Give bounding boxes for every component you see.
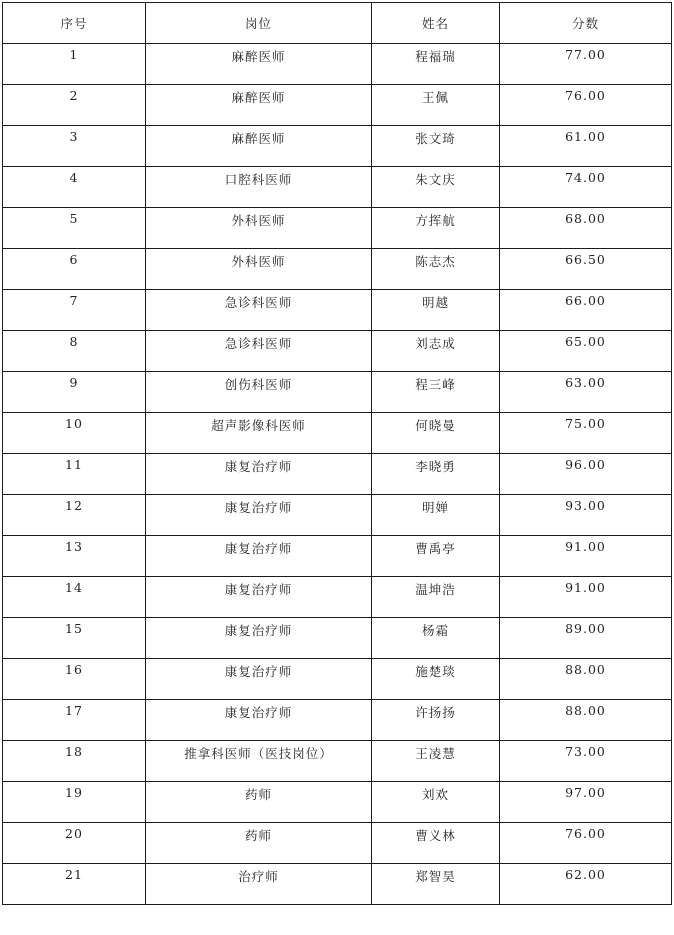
cell-post: 康复治疗师 xyxy=(146,536,372,577)
table-row xyxy=(3,741,672,782)
cell-no: 15 xyxy=(3,618,146,659)
cell-name: 施楚琰 xyxy=(372,659,500,700)
cell-score: 93.00 xyxy=(500,495,672,536)
cell-post: 麻醉医师 xyxy=(146,44,372,85)
cell-post: 超声影像科医师 xyxy=(146,413,372,454)
header-row xyxy=(3,3,672,44)
cell-post: 外科医师 xyxy=(146,249,372,290)
cell-name: 许扬扬 xyxy=(372,700,500,741)
cell-score: 91.00 xyxy=(500,577,672,618)
cell-score: 76.00 xyxy=(500,823,672,864)
table-row xyxy=(3,536,672,577)
cell-name: 曹义林 xyxy=(372,823,500,864)
cell-no: 12 xyxy=(3,495,146,536)
cell-no: 8 xyxy=(3,331,146,372)
table-row xyxy=(3,331,672,372)
cell-score: 73.00 xyxy=(500,741,672,782)
cell-no: 7 xyxy=(3,290,146,331)
table-row xyxy=(3,782,672,823)
table-row xyxy=(3,823,672,864)
cell-score: 74.00 xyxy=(500,167,672,208)
score-table xyxy=(2,2,672,905)
table-row xyxy=(3,495,672,536)
cell-no: 11 xyxy=(3,454,146,495)
cell-post: 创伤科医师 xyxy=(146,372,372,413)
cell-no: 3 xyxy=(3,126,146,167)
cell-post: 治疗师 xyxy=(146,864,372,905)
cell-post: 麻醉医师 xyxy=(146,85,372,126)
cell-name: 郑智昊 xyxy=(372,864,500,905)
table-row xyxy=(3,85,672,126)
cell-score: 66.00 xyxy=(500,290,672,331)
cell-name: 王凌慧 xyxy=(372,741,500,782)
cell-name: 杨霜 xyxy=(372,618,500,659)
cell-score: 76.00 xyxy=(500,85,672,126)
cell-no: 9 xyxy=(3,372,146,413)
cell-score: 62.00 xyxy=(500,864,672,905)
cell-no: 14 xyxy=(3,577,146,618)
cell-score: 88.00 xyxy=(500,700,672,741)
cell-name: 明婵 xyxy=(372,495,500,536)
cell-score: 66.50 xyxy=(500,249,672,290)
cell-name: 温坤浩 xyxy=(372,577,500,618)
cell-post: 康复治疗师 xyxy=(146,659,372,700)
table-row xyxy=(3,413,672,454)
cell-no: 17 xyxy=(3,700,146,741)
table-row xyxy=(3,208,672,249)
table-row xyxy=(3,126,672,167)
cell-no: 13 xyxy=(3,536,146,577)
cell-score: 65.00 xyxy=(500,331,672,372)
table-row xyxy=(3,577,672,618)
table-row xyxy=(3,290,672,331)
cell-post: 药师 xyxy=(146,823,372,864)
table-row xyxy=(3,700,672,741)
cell-score: 91.00 xyxy=(500,536,672,577)
cell-post: 康复治疗师 xyxy=(146,495,372,536)
cell-post: 康复治疗师 xyxy=(146,577,372,618)
cell-post: 康复治疗师 xyxy=(146,700,372,741)
cell-name: 程福瑞 xyxy=(372,44,500,85)
cell-name: 张文琦 xyxy=(372,126,500,167)
cell-no: 21 xyxy=(3,864,146,905)
cell-score: 63.00 xyxy=(500,372,672,413)
cell-post: 急诊科医师 xyxy=(146,331,372,372)
cell-no: 16 xyxy=(3,659,146,700)
cell-post: 康复治疗师 xyxy=(146,618,372,659)
table-row xyxy=(3,618,672,659)
header-score: 分数 xyxy=(500,3,672,44)
cell-score: 77.00 xyxy=(500,44,672,85)
cell-no: 4 xyxy=(3,167,146,208)
cell-name: 刘欢 xyxy=(372,782,500,823)
cell-post: 药师 xyxy=(146,782,372,823)
cell-name: 程三峰 xyxy=(372,372,500,413)
score-table-container xyxy=(2,2,672,905)
header-post: 岗位 xyxy=(146,3,372,44)
cell-score: 96.00 xyxy=(500,454,672,495)
cell-post: 麻醉医师 xyxy=(146,126,372,167)
cell-name: 刘志成 xyxy=(372,331,500,372)
table-header xyxy=(3,3,672,44)
cell-no: 1 xyxy=(3,44,146,85)
cell-post: 康复治疗师 xyxy=(146,454,372,495)
table-row xyxy=(3,249,672,290)
header-name: 姓名 xyxy=(372,3,500,44)
table-row xyxy=(3,659,672,700)
cell-name: 朱文庆 xyxy=(372,167,500,208)
table-row xyxy=(3,167,672,208)
cell-score: 89.00 xyxy=(500,618,672,659)
table-row xyxy=(3,454,672,495)
cell-no: 18 xyxy=(3,741,146,782)
cell-no: 6 xyxy=(3,249,146,290)
cell-no: 20 xyxy=(3,823,146,864)
table-row xyxy=(3,864,672,905)
cell-no: 19 xyxy=(3,782,146,823)
cell-score: 68.00 xyxy=(500,208,672,249)
cell-no: 5 xyxy=(3,208,146,249)
cell-name: 明越 xyxy=(372,290,500,331)
cell-name: 王佩 xyxy=(372,85,500,126)
cell-name: 方挥航 xyxy=(372,208,500,249)
cell-no: 10 xyxy=(3,413,146,454)
cell-no: 2 xyxy=(3,85,146,126)
cell-name: 李晓勇 xyxy=(372,454,500,495)
table-row xyxy=(3,372,672,413)
cell-score: 61.00 xyxy=(500,126,672,167)
table-row xyxy=(3,44,672,85)
cell-name: 曹禹亭 xyxy=(372,536,500,577)
header-no: 序号 xyxy=(3,3,146,44)
cell-score: 75.00 xyxy=(500,413,672,454)
cell-name: 陈志杰 xyxy=(372,249,500,290)
cell-post: 推拿科医师（医技岗位） xyxy=(146,741,372,782)
cell-name: 何晓曼 xyxy=(372,413,500,454)
cell-post: 急诊科医师 xyxy=(146,290,372,331)
cell-score: 97.00 xyxy=(500,782,672,823)
cell-post: 外科医师 xyxy=(146,208,372,249)
cell-post: 口腔科医师 xyxy=(146,167,372,208)
table-body xyxy=(3,44,672,905)
cell-score: 88.00 xyxy=(500,659,672,700)
